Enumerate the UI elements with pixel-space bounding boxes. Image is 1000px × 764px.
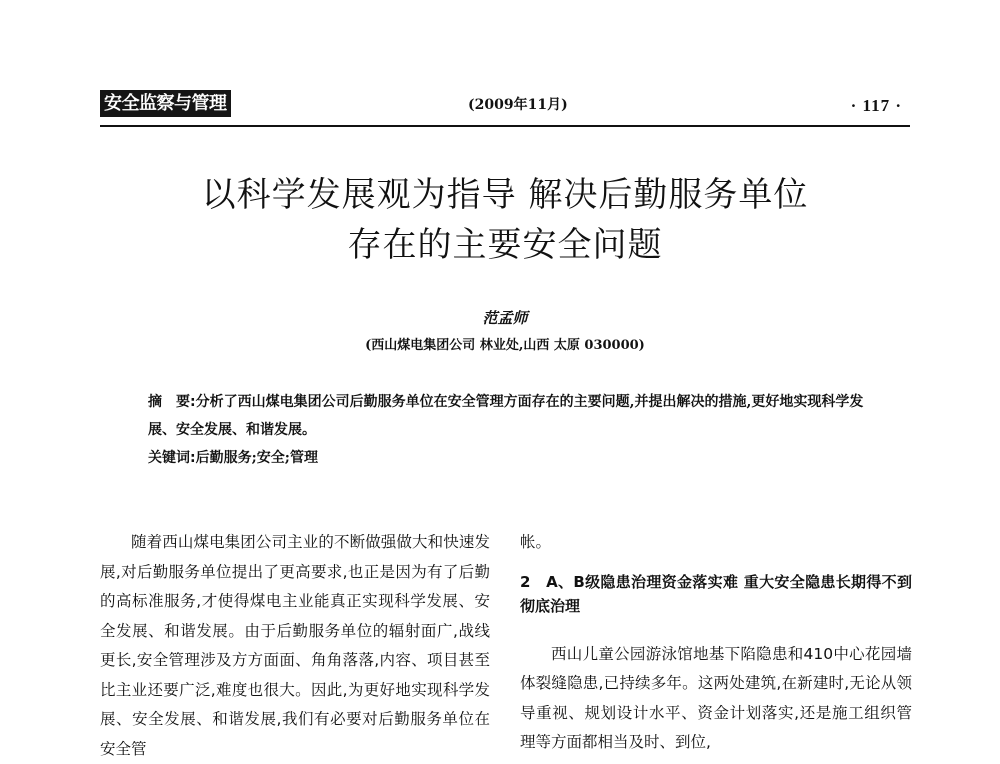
affiliation: (西山煤电集团公司 林业处,山西 太原 030000) — [365, 338, 645, 353]
section-heading: 2 A、B级隐患治理资金落实难 重大安全隐患长期得不到彻底治理 — [520, 572, 912, 615]
body-paragraph: 西山儿童公园游泳馆地基下陷隐患和410中心花园墙体裂缝隐患,已持续多年。这两处建筑,在新建时,无论从领导重视、规划设计水平、资金计划落实,还是施工组织管理等方面都相当及时、到位, — [520, 644, 912, 751]
author: 范孟师 — [482, 309, 528, 327]
body-column-right — [520, 528, 912, 758]
abstract-label: 摘 要: — [148, 394, 196, 410]
keywords — [148, 444, 888, 472]
body-paragraph: 随着西山煤电集团公司主业的不断做强做大和快速发展,对后勤服务单位提出了更高要求,也正是因为有了后勤的高标准服务,才使得煤电主业能真正实现科学发展、安全发展、和谐发展。由于后勤服务单位的辐射面广,战线更长,安全管理涉及方方面面、角角落落,内容、项目甚至比主业还要广泛,难度也很大。因此,为更好地实现科学发展、安全发展、和谐发展,我们有必要对后勤服务单位在安全管 — [100, 533, 490, 758]
abstract-block — [148, 388, 888, 472]
keywords-label: 关键词: — [148, 450, 196, 466]
issue-date: (2009年11月) — [468, 97, 568, 113]
body-column-left — [100, 528, 490, 764]
page-number: · 117 · — [850, 96, 902, 115]
running-header — [100, 88, 910, 120]
article-title — [100, 170, 910, 270]
title-line-1: 以科学发展观为指导 解决后勤服务单位 — [201, 175, 809, 215]
abstract — [148, 388, 888, 444]
abstract-text: 分析了西山煤电集团公司后勤服务单位在安全管理方面存在的主要问题,并提出解决的措施,更好地实现科学发展、安全发展、和谐发展。 — [148, 394, 864, 438]
title-line-2: 存在的主要安全问题 — [347, 225, 663, 265]
paragraph-continuation: 帐。 — [520, 533, 552, 551]
header-rule — [100, 125, 910, 127]
section-tag: 安全监察与管理 — [100, 90, 231, 117]
keywords-text: 后勤服务;安全;管理 — [195, 450, 318, 466]
